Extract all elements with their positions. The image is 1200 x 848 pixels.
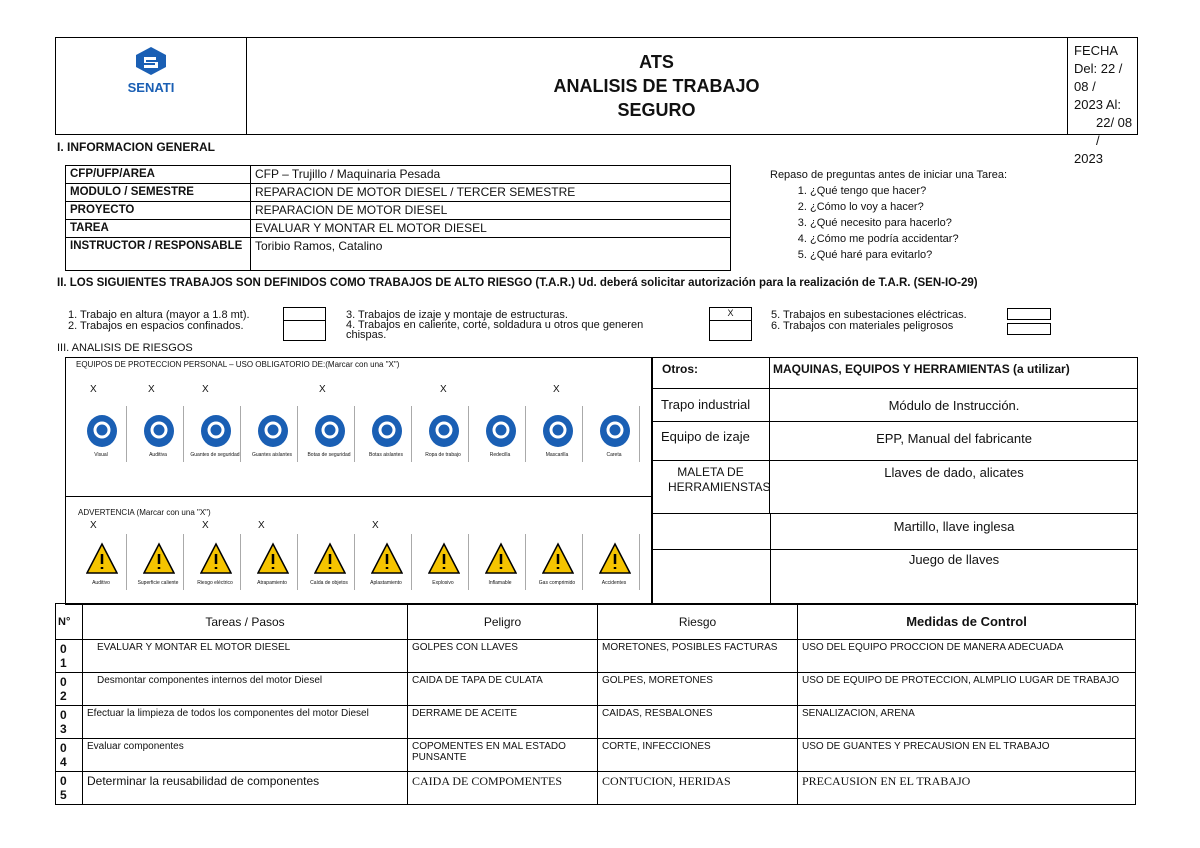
compressed-gas-sign [532,534,583,590]
squash-hazard-icon [371,542,403,576]
electric-warning-icon [200,542,232,576]
task-number: 0 1 [56,640,83,673]
col-n: N° [56,604,83,640]
task-risk: CAIDAS, RESBALONES [598,706,798,739]
logo-cell [56,38,247,134]
general-warning-icon [599,542,631,576]
tar-item-2: 2. Trabajos en espacios confinados. [68,320,244,332]
task-hazard: CAIDA DE COMPOMENTES [408,772,598,805]
task-control: SENALIZACION, ARENA [798,706,1136,739]
adv-mark: X [90,520,97,531]
adv-mark: X [202,520,209,531]
info-label: PROYECTO [66,202,251,220]
task-row [56,640,1136,673]
info-value: EVALUAR Y MONTAR EL MOTOR DIESEL [251,220,731,238]
col-medidas: Medidas de Control [798,604,1136,640]
epp-mark: X [148,384,155,395]
otros-label: Otros: [652,358,770,388]
equipment-heading [771,358,1137,392]
task-row [56,739,1136,772]
tar-item-1: 1. Trabajo en altura (mayor a 1.8 mt). [68,309,250,321]
fecha-line4: 2023 [1074,151,1103,166]
info-label: CFP/UFP/AREA [66,166,251,184]
sign-label: Riesgo eléctrico [197,580,233,586]
sign-label: Atrapamiento [257,580,287,586]
adv-icons-row [76,534,646,602]
task-step: Evaluar componentes [83,739,408,772]
insulated-gloves-icon [257,414,289,448]
sign-label: Inflamable [488,580,512,586]
task-number: 0 4 [56,739,83,772]
col-riesgo: Riesgo [598,604,798,640]
sign-label: Superficie caliente [137,580,179,586]
coverall-icon [428,414,460,448]
repaso-item: 2. ¿Cómo lo voy a hacer? [810,199,1007,215]
hairnet-sign [475,406,526,462]
info-value: Toribio Ramos, Catalino [251,238,731,271]
task-risk: MORETONES, POSIBLES FACTURAS [598,640,798,673]
doc-title-ats: ATS [639,52,674,72]
equipment-other [652,550,771,603]
equipment-item: EPP, Manual del fabricante [876,431,1032,446]
ear-protection-icon [143,414,175,448]
mask-sign [532,406,583,462]
epp-title: EQUIPOS DE PROTECCION PERSONAL – USO OBLIGATORIO DE:(Marcar con una "X") [76,360,400,369]
fecha-line1: Del: 22 / 08 / [1074,61,1123,94]
task-hazard: DERRAME DE ACEITE [408,706,598,739]
equipment-item: Martillo, llave inglesa [893,519,1015,534]
crush-hazard-icon [257,542,289,576]
info-value: CFP – Trujillo / Maquinaria Pesada [251,166,731,184]
task-number: 0 2 [56,673,83,706]
tar-checkbox-3[interactable]: X [709,307,752,321]
info-row [66,238,731,271]
general-info-table [65,165,731,271]
mask-icon [542,414,574,448]
flammable-icon [485,542,517,576]
equipment-item: Juego de llaves [908,552,1000,567]
section-2-title: II. LOS SIGUIENTES TRABAJOS SON DEFINIDOS COMO TRABAJOS DE ALTO RIESGO (T.A.R.) Ud. deberá solicitar autorización para la realización de T.A.R. (SEN-IO-29) [57,277,978,289]
sign-label: Caída de objetos [310,580,348,586]
ppe-panel [65,357,653,605]
task-control: PRECAUSION EN EL TRABAJO [798,772,1136,805]
senati-logo-icon [134,46,168,76]
info-value: REPARACION DE MOTOR DIESEL [251,202,731,220]
epp-mark: X [90,384,97,395]
task-step: Determinar la reusabilidad de componentes [83,772,408,805]
info-label: MODULO / SEMESTRE [66,184,251,202]
sign-label: Auditiva [149,452,167,458]
epp-icons-row [76,406,646,490]
equipment-row [652,550,1137,603]
logo-text: SENATI [127,80,175,95]
equipment-item: Llaves de dado, alicates [884,465,1024,480]
task-control: USO DE EQUIPO DE PROTECCION, ALMPLIO LUGAR DE TRABAJO [798,673,1136,706]
task-hazard: CAIDA DE TAPA DE CULATA [408,673,598,706]
tar-item-5: 5. Trabajos en subestaciones eléctricas. [771,309,967,321]
repaso-item: 3. ¿Qué necesito para hacerlo? [810,215,1007,231]
epp-mark: X [440,384,447,395]
tar-checkbox-6[interactable] [1007,323,1051,335]
explosive-icon [428,542,460,576]
sign-label: Gas comprimido [538,580,576,586]
info-value: REPARACION DE MOTOR DIESEL / TERCER SEMESTRE [251,184,731,202]
tasks-header-row [56,604,1136,640]
task-control: USO DEL EQUIPO PROCCION DE MANERA ADECUADA [798,640,1136,673]
task-step: Desmontar componentes internos del motor Diesel [83,673,408,706]
equipment-head-row [652,358,1137,389]
general-warning-sign [589,534,640,590]
equipment-other: MALETA DE HERRAMIENSTAS [652,461,770,513]
equipment-panel [651,357,1138,605]
falling-objects-sign [304,534,355,590]
section-3-title: III. ANALISIS DE RIESGOS [57,342,193,354]
squash-hazard-sign [361,534,412,590]
info-row [66,220,731,238]
crush-hazard-sign [247,534,298,590]
fecha-label: FECHA [1074,43,1119,58]
sign-label: Guantes de seguridad [190,452,240,458]
info-label: INSTRUCTOR / RESPONSABLE [66,238,251,271]
ear-protection-sign [133,406,184,462]
repaso-preguntas [770,167,1007,263]
task-row [56,673,1136,706]
insulated-boots-sign [361,406,412,462]
tar-checkbox-1[interactable] [283,307,326,321]
goggles-sign [76,406,127,462]
sign-label: Accidentes [601,580,627,586]
task-hazard: GOLPES CON LLAVES [408,640,598,673]
repaso-item: 5. ¿Qué haré para evitarlo? [810,247,1007,263]
repaso-item: 1. ¿Qué tengo que hacer? [810,183,1007,199]
section-1-title: I. INFORMACION GENERAL [57,140,215,154]
epp-mark: X [202,384,209,395]
equipment-other: Trapo industrial [652,389,770,421]
tar-item-6: 6. Trabajos con materiales peligrosos [771,320,954,332]
info-row [66,202,731,220]
task-step: EVALUAR Y MONTAR EL MOTOR DIESEL [83,640,408,673]
fecha-line3: 22/ 08 / [1096,115,1133,148]
info-row [66,184,731,202]
tar-item-4: 4. Trabajos en caliente, corte, soldadura u otros que generen chispas. [346,319,644,341]
sign-label: Redecilla [489,452,511,458]
epp-mark: X [319,384,326,395]
equipment-row [652,461,1137,514]
title-cell [246,38,1068,134]
task-control: USO DE GUANTES Y PRECAUSION EN EL TRABAJO [798,739,1136,772]
fecha-line2: 2023 Al: [1074,97,1121,112]
equipment-item: Módulo de Instrucción. [888,398,1020,413]
tar-checkbox-4[interactable] [709,320,752,341]
falling-objects-icon [314,542,346,576]
sign-label: Aplastamiento [370,580,402,586]
sign-label: Guantes aislantes [251,452,293,458]
tar-list-1 [68,310,250,332]
tar-list-3 [771,310,967,332]
info-row [66,166,731,184]
task-risk: CONTUCION, HERIDAS [598,772,798,805]
equipment-other [652,514,771,549]
goggles-icon [86,414,118,448]
task-risk: GOLPES, MORETONES [598,673,798,706]
tar-checkbox-2[interactable] [283,320,326,341]
task-row [56,706,1136,739]
equipment-row [652,389,1137,422]
equipment-row [652,422,1137,461]
task-number: 0 3 [56,706,83,739]
equipment-row [652,514,1137,550]
sign-label: Botas de seguridad [307,452,351,458]
repaso-title: Repaso de preguntas antes de iniciar una Tarea: [770,169,1008,181]
flammable-sign [475,534,526,590]
insulated-gloves-sign [247,406,298,462]
adv-title: ADVERTENCIA (Marcar con una "X") [78,508,211,517]
repaso-item: 4. ¿Cómo me podría accidentar? [810,231,1007,247]
coverall-sign [418,406,469,462]
adv-mark: X [258,520,265,531]
sign-label: Ropa de trabajo [425,452,461,458]
task-row [56,772,1136,805]
date-cell [1068,38,1136,166]
sign-label: Explosivo [432,580,454,586]
task-step: Efectuar la limpieza de todos los componentes del motor Diesel [83,706,408,739]
noise-warning-sign [76,534,127,590]
doc-title-analisis: ANALISIS DE TRABAJO [553,76,760,96]
equipment-other: Equipo de izaje [652,422,770,460]
info-label: TAREA [66,220,251,238]
explosive-sign [418,534,469,590]
sign-label: Visual [94,452,108,458]
hot-surface-icon [143,542,175,576]
face-shield-sign [589,406,640,462]
adv-mark: X [372,520,379,531]
electric-warning-sign [190,534,241,590]
col-peligro: Peligro [408,604,598,640]
gloves-icon [200,414,232,448]
col-tareas: Tareas / Pasos [83,604,408,640]
sign-label: Mascarilla [545,452,569,458]
insulated-boots-icon [371,414,403,448]
safety-boots-sign [304,406,355,462]
equipment-heading-text: MAQUINAS, EQUIPOS Y HERRAMIENTAS (a utilizar) [773,362,1070,376]
task-hazard: COPOMENTES EN MAL ESTADO PUNSANTE [408,739,598,772]
safety-boots-icon [314,414,346,448]
epp-mark: X [553,384,560,395]
face-shield-icon [599,414,631,448]
tasks-table [55,603,1136,805]
task-risk: CORTE, INFECCIONES [598,739,798,772]
tar-item-3: 3. Trabajos de izaje y montaje de estructuras. [346,309,568,321]
sign-label: Careta [606,452,622,458]
compressed-gas-icon [542,542,574,576]
hot-surface-sign [133,534,184,590]
sign-label: Botas aislantes [369,452,403,458]
tar-list-2 [346,310,686,340]
tar-checkbox-5[interactable] [1007,308,1051,320]
hairnet-icon [485,414,517,448]
noise-warning-icon [86,542,118,576]
task-number: 0 5 [56,772,83,805]
sign-label: Auditivo [92,580,110,586]
gloves-sign [190,406,241,462]
doc-title-seguro: SEGURO [617,100,696,120]
